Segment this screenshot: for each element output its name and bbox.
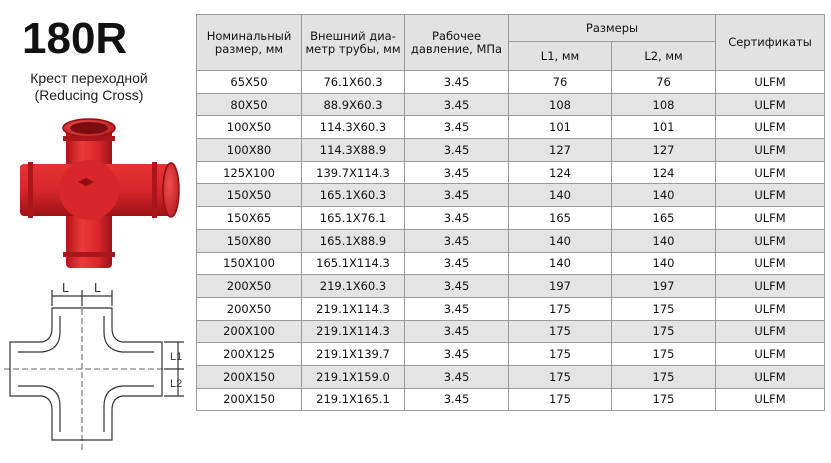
- cell-outer-diameter: 114.3X60.3: [302, 116, 405, 139]
- cell-certificate: ULFM: [716, 275, 825, 298]
- cell-l2: 127: [612, 139, 716, 162]
- table-row: [197, 184, 825, 207]
- cell-l2: 140: [612, 229, 716, 252]
- cell-certificate: ULFM: [716, 297, 825, 320]
- cell-l2: 175: [612, 320, 716, 343]
- cell-certificate: ULFM: [716, 161, 825, 184]
- cell-l1: 175: [509, 320, 612, 343]
- header-l1: L1, мм: [509, 42, 612, 71]
- cell-pressure: 3.45: [405, 184, 509, 207]
- table-row: [197, 229, 825, 252]
- cell-l1: 165: [509, 207, 612, 230]
- cell-certificate: ULFM: [716, 343, 825, 366]
- cell-pressure: 3.45: [405, 161, 509, 184]
- header-outer-diameter: Внешний диа-метр трубы, мм: [302, 15, 405, 71]
- cell-l2: 140: [612, 184, 716, 207]
- dimension-l1: L1: [170, 351, 183, 363]
- cell-outer-diameter: 219.1X60.3: [302, 275, 405, 298]
- cell-pressure: 3.45: [405, 207, 509, 230]
- cell-outer-diameter: 165.1X114.3: [302, 252, 405, 275]
- table-row: [197, 161, 825, 184]
- cell-certificate: ULFM: [716, 229, 825, 252]
- table-row: [197, 71, 825, 94]
- table-row: [197, 343, 825, 366]
- cell-l2: 101: [612, 116, 716, 139]
- cell-nominal-size: 150X65: [197, 207, 302, 230]
- cell-l1: 175: [509, 388, 612, 411]
- cell-l2: 76: [612, 71, 716, 94]
- cell-l1: 175: [509, 365, 612, 388]
- cell-pressure: 3.45: [405, 320, 509, 343]
- cell-nominal-size: 65X50: [197, 71, 302, 94]
- cell-l1: 127: [509, 139, 612, 162]
- cell-l1: 76: [509, 71, 612, 94]
- cell-outer-diameter: 76.1X60.3: [302, 71, 405, 94]
- cell-outer-diameter: 114.3X88.9: [302, 139, 405, 162]
- cell-certificate: ULFM: [716, 139, 825, 162]
- header-pressure: Рабочее давление, МПа: [405, 15, 509, 71]
- cell-certificate: ULFM: [716, 93, 825, 116]
- cell-outer-diameter: 139.7X114.3: [302, 161, 405, 184]
- cell-l1: 175: [509, 343, 612, 366]
- cell-certificate: ULFM: [716, 184, 825, 207]
- cell-nominal-size: 200X50: [197, 297, 302, 320]
- cell-certificate: ULFM: [716, 116, 825, 139]
- cell-certificate: ULFM: [716, 71, 825, 94]
- table-row: [197, 207, 825, 230]
- cell-l1: 101: [509, 116, 612, 139]
- cell-l2: 108: [612, 93, 716, 116]
- cell-l1: 197: [509, 275, 612, 298]
- cell-nominal-size: 150X80: [197, 229, 302, 252]
- dimension-l-left: L: [62, 280, 70, 295]
- cell-outer-diameter: 219.1X159.0: [302, 365, 405, 388]
- cell-nominal-size: 200X100: [197, 320, 302, 343]
- cell-pressure: 3.45: [405, 388, 509, 411]
- cell-outer-diameter: 219.1X139.7: [302, 343, 405, 366]
- cell-nominal-size: 200X125: [197, 343, 302, 366]
- cell-nominal-size: 200X150: [197, 388, 302, 411]
- cell-l1: 175: [509, 297, 612, 320]
- reducing-cross-photo: [8, 112, 184, 274]
- cell-nominal-size: 100X80: [197, 139, 302, 162]
- cell-outer-diameter: 165.1X60.3: [302, 184, 405, 207]
- dimension-drawing: [2, 280, 192, 460]
- header-l2: L2, мм: [612, 42, 716, 71]
- cell-nominal-size: 100X50: [197, 116, 302, 139]
- cell-l1: 124: [509, 161, 612, 184]
- table-row: [197, 275, 825, 298]
- table-row: [197, 93, 825, 116]
- cell-certificate: ULFM: [716, 252, 825, 275]
- cell-l1: 140: [509, 252, 612, 275]
- header-dimensions: Размеры: [509, 15, 716, 42]
- cell-nominal-size: 125X100: [197, 161, 302, 184]
- cell-outer-diameter: 219.1X114.3: [302, 320, 405, 343]
- cell-outer-diameter: 219.1X165.1: [302, 388, 405, 411]
- cell-pressure: 3.45: [405, 275, 509, 298]
- header-nominal-size: Номинальный размер, мм: [197, 15, 302, 71]
- dimension-l-right: L: [94, 280, 102, 295]
- cell-certificate: ULFM: [716, 207, 825, 230]
- cell-pressure: 3.45: [405, 71, 509, 94]
- cell-pressure: 3.45: [405, 229, 509, 252]
- header-certificates: Сертификаты: [716, 15, 825, 71]
- cell-l2: 140: [612, 252, 716, 275]
- cell-l1: 108: [509, 93, 612, 116]
- cell-pressure: 3.45: [405, 252, 509, 275]
- cell-nominal-size: 150X50: [197, 184, 302, 207]
- table-row: [197, 139, 825, 162]
- dimension-l2: L2: [170, 378, 183, 390]
- cell-l1: 140: [509, 229, 612, 252]
- cell-pressure: 3.45: [405, 116, 509, 139]
- cell-nominal-size: 200X50: [197, 275, 302, 298]
- cell-l2: 175: [612, 365, 716, 388]
- cell-pressure: 3.45: [405, 365, 509, 388]
- cell-l2: 175: [612, 388, 716, 411]
- cell-certificate: ULFM: [716, 365, 825, 388]
- cell-l1: 140: [509, 184, 612, 207]
- cell-outer-diameter: 219.1X114.3: [302, 297, 405, 320]
- cell-nominal-size: 200X150: [197, 365, 302, 388]
- table-row: [197, 252, 825, 275]
- product-name-en: (Reducing Cross): [34, 87, 144, 103]
- product-name-ru: Крест переходной: [30, 70, 148, 86]
- table-row: [197, 116, 825, 139]
- cell-outer-diameter: 165.1X76.1: [302, 207, 405, 230]
- table-row: [197, 388, 825, 411]
- table-row: [197, 320, 825, 343]
- cell-l2: 197: [612, 275, 716, 298]
- cell-pressure: 3.45: [405, 343, 509, 366]
- product-model: 180R: [22, 14, 128, 63]
- cell-outer-diameter: 165.1X88.9: [302, 229, 405, 252]
- cell-l2: 175: [612, 297, 716, 320]
- cell-certificate: ULFM: [716, 388, 825, 411]
- table-row: [197, 365, 825, 388]
- product-caption: [14, 70, 164, 104]
- cell-nominal-size: 80X50: [197, 93, 302, 116]
- cell-pressure: 3.45: [405, 297, 509, 320]
- table-row: [197, 297, 825, 320]
- cell-nominal-size: 150X100: [197, 252, 302, 275]
- cell-l2: 124: [612, 161, 716, 184]
- cell-pressure: 3.45: [405, 93, 509, 116]
- cell-pressure: 3.45: [405, 139, 509, 162]
- spec-table: [196, 14, 825, 411]
- cell-l2: 165: [612, 207, 716, 230]
- cell-certificate: ULFM: [716, 320, 825, 343]
- cell-outer-diameter: 88.9X60.3: [302, 93, 405, 116]
- cell-l2: 175: [612, 343, 716, 366]
